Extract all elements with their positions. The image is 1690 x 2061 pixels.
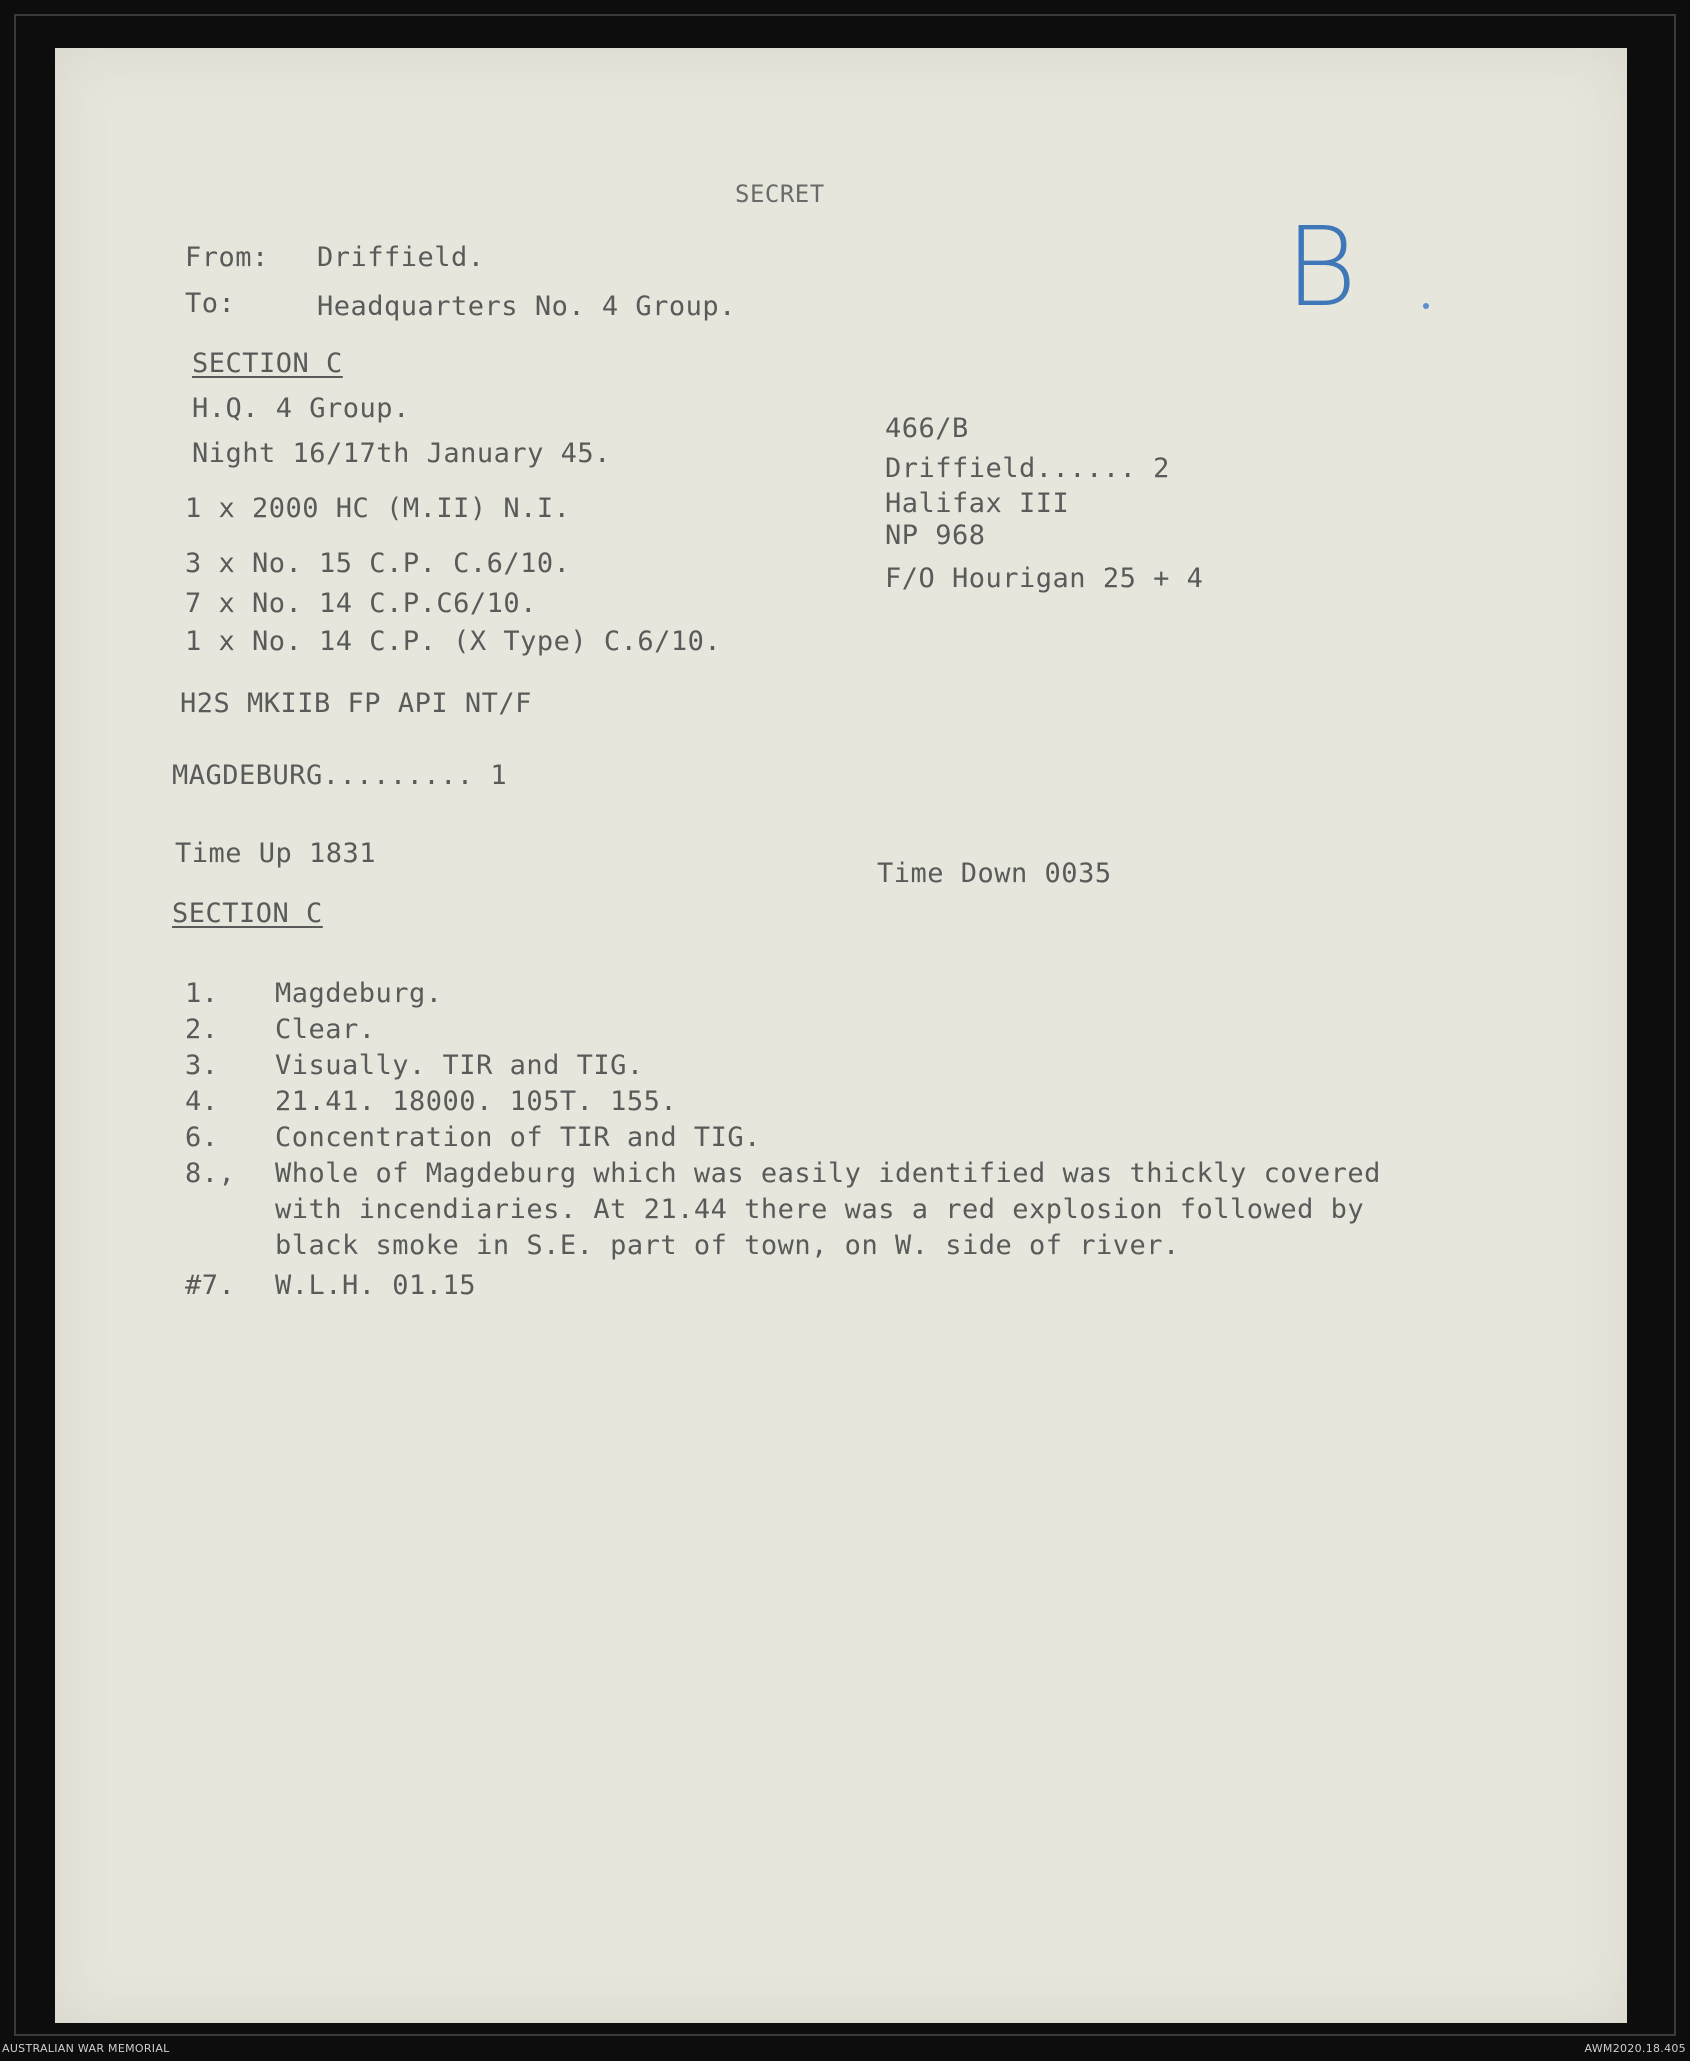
aircraft-line-2: Driffield...... 2 bbox=[885, 453, 1170, 484]
time-down: Time Down 0035 bbox=[877, 858, 1112, 889]
section1-line-5: 7 x No. 14 C.P.C6/10. bbox=[185, 588, 537, 619]
section-heading-2: SECTION C bbox=[172, 898, 323, 929]
item-number: 6. bbox=[185, 1122, 219, 1153]
aircraft-line-5: F/O Hourigan 25 + 4 bbox=[885, 563, 1204, 594]
handwritten-mark: B bbox=[1285, 203, 1358, 331]
to-label: To: bbox=[185, 288, 236, 319]
item-text-continued: with incendiaries. At 21.44 there was a red explosion followed by bbox=[275, 1194, 1365, 1225]
handwritten-dot bbox=[1423, 303, 1429, 309]
from-value: Driffield. bbox=[317, 242, 485, 273]
section1-line-9: Time Up 1831 bbox=[175, 838, 377, 869]
section1-line-7: H2S MKIIB FP API NT/F bbox=[180, 688, 532, 719]
classification-header: SECRET bbox=[735, 180, 825, 208]
section1-line-3: 1 x 2000 HC (M.II) N.I. bbox=[185, 493, 571, 524]
section-heading-1: SECTION C bbox=[192, 348, 343, 379]
item-number: 3. bbox=[185, 1050, 219, 1081]
item-text: Clear. bbox=[275, 1014, 376, 1045]
section1-line-1: H.Q. 4 Group. bbox=[192, 393, 410, 424]
aircraft-line-3: Halifax III bbox=[885, 488, 1070, 519]
document-page bbox=[55, 48, 1627, 2023]
item-number: 1. bbox=[185, 978, 219, 1009]
to-value: Headquarters No. 4 Group. bbox=[317, 291, 736, 322]
section1-line-8: MAGDEBURG......... 1 bbox=[172, 760, 508, 791]
item-text: W.L.H. 01.15 bbox=[275, 1270, 477, 1301]
item-text: Concentration of TIR and TIG. bbox=[275, 1122, 761, 1153]
item-text: Whole of Magdeburg which was easily identified was thickly covered bbox=[275, 1158, 1381, 1189]
item-number: 4. bbox=[185, 1086, 219, 1117]
from-label: From: bbox=[185, 242, 269, 273]
section1-line-2: Night 16/17th January 45. bbox=[192, 438, 611, 469]
item-text: 21.41. 18000. 105T. 155. bbox=[275, 1086, 678, 1117]
item-number: 2. bbox=[185, 1014, 219, 1045]
aircraft-line-1: 466/B bbox=[885, 413, 969, 444]
item-number: #7. bbox=[185, 1270, 236, 1301]
item-text: Magdeburg. bbox=[275, 978, 443, 1009]
section1-line-4: 3 x No. 15 C.P. C.6/10. bbox=[185, 548, 571, 579]
aircraft-line-4: NP 968 bbox=[885, 520, 986, 551]
section1-line-6: 1 x No. 14 C.P. (X Type) C.6/10. bbox=[185, 626, 722, 657]
item-number: 8., bbox=[185, 1158, 236, 1189]
item-text-continued: black smoke in S.E. part of town, on W. side of river. bbox=[275, 1230, 1180, 1261]
footer-left: AUSTRALIAN WAR MEMORIAL bbox=[2, 2042, 170, 2055]
footer-right: AWM2020.18.405 bbox=[1584, 2042, 1686, 2055]
item-text: Visually. TIR and TIG. bbox=[275, 1050, 644, 1081]
